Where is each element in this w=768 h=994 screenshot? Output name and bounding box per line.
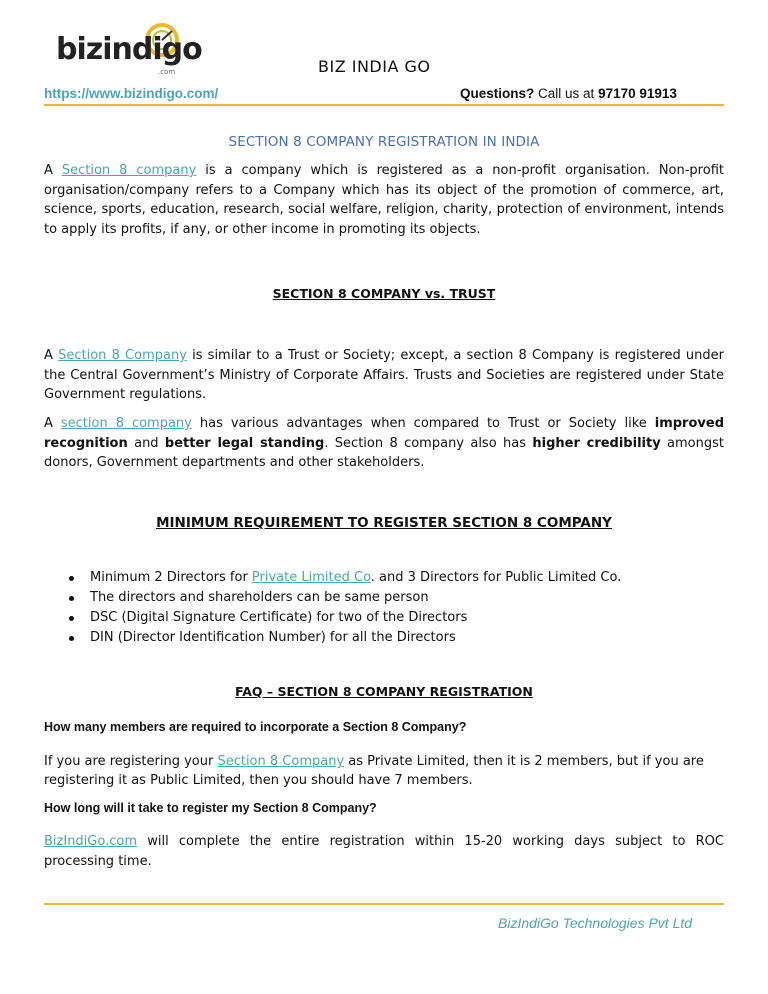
logo-subtext: .com (158, 68, 176, 76)
req1-end: . and 3 Directors for Public Limited Co. (370, 570, 622, 585)
intro-text-start: A (44, 163, 62, 178)
trust-paragraph-2 (44, 414, 724, 473)
header-rule (44, 104, 724, 106)
section8-link[interactable]: Section 8 company (61, 163, 197, 178)
faq-answer-1 (44, 752, 724, 790)
adv-text-end: amongst donors, Government departments and other stakeholders. (44, 435, 724, 470)
questions-label: Questions? (460, 86, 535, 101)
call-text: Call us at (538, 86, 595, 101)
higher-credibility: higher credibility (532, 435, 661, 451)
improved-recognition: improved recognition (44, 416, 724, 451)
section8-company-link-2[interactable]: section 8 company (60, 416, 192, 431)
adv-text-mid1: has various advantages when compared to Trust or Society like (191, 416, 655, 431)
intro-paragraph (44, 161, 724, 239)
a1-start: If you are registering your (44, 754, 218, 769)
bizindigo-logo (50, 18, 202, 80)
private-limited-link[interactable]: Private Limited Co (251, 570, 371, 585)
footer-rule (44, 903, 724, 905)
section-title-requirements: MINIMUM REQUIREMENT TO REGISTER SECTION 8 COMPANY (156, 515, 612, 531)
a2-rest: will complete the entire registration within 15-20 working days subject to ROC processing time. (44, 834, 724, 869)
list-item: DIN (Director Identification Number) for all the Directors (62, 628, 702, 648)
contact-line (460, 86, 677, 101)
section-title-registration: SECTION 8 COMPANY REGISTRATION IN INDIA (228, 134, 540, 150)
faq-question-2: How long will it take to register my Section 8 Company? (44, 801, 377, 815)
brand-title: BIZ INDIA GO (318, 57, 431, 76)
better-legal-standing: better legal standing (164, 435, 325, 451)
intro-text-rest: is a company which is registered as a non-profit organisation. Non-profit organisation/company refers to a Company which has its object of the promotion of commerce, art, science, sports, education, research, social welfare, religion, charity, protection of environment, intends to apply its profits, if any, or other income in promoting its objects. (44, 163, 724, 237)
faq-answer-2 (44, 832, 724, 871)
adv-text-mid3: . Section 8 company also has (324, 435, 533, 451)
adv-text-start: A (44, 416, 61, 431)
trust-text-rest: is similar to a Trust or Society; except, a section 8 Company is registered under the Central Government’s Ministry of Corporate Affairs. Trusts and Societies are registered under State Government regulations. (44, 348, 724, 402)
logo-wordmark: bizindigo (56, 32, 202, 67)
adv-text-mid2: and (127, 435, 165, 451)
trust-text-start: A (44, 348, 59, 363)
faq-question-1: How many members are required to incorporate a Section 8 Company? (44, 720, 467, 734)
list-item (62, 568, 702, 588)
section8-company-link-3[interactable]: Section 8 Company (217, 754, 345, 769)
req1-start: Minimum 2 Directors for (90, 570, 252, 585)
requirements-list (62, 568, 702, 648)
phone-number: 97170 91913 (598, 86, 677, 101)
a1-rest: as Private Limited, then it is 2 members, but if you are registering it as Public Limited, then you should have 7 members. (44, 754, 704, 788)
footer-company: BizIndiGo Technologies Pvt Ltd (498, 915, 693, 931)
section-title-vs-trust: SECTION 8 COMPANY vs. TRUST (272, 286, 496, 301)
bizindigo-link[interactable]: BizIndiGo.com (44, 834, 137, 849)
section8-company-link[interactable]: Section 8 Company (58, 348, 187, 363)
section-title-faq: FAQ – SECTION 8 COMPANY REGISTRATION (235, 684, 533, 699)
trust-paragraph-1 (44, 346, 724, 405)
website-link[interactable]: https://www.bizindigo.com/ (44, 86, 219, 101)
list-item: DSC (Digital Signature Certificate) for two of the Directors (62, 608, 702, 628)
list-item: The directors and shareholders can be same person (62, 588, 702, 608)
